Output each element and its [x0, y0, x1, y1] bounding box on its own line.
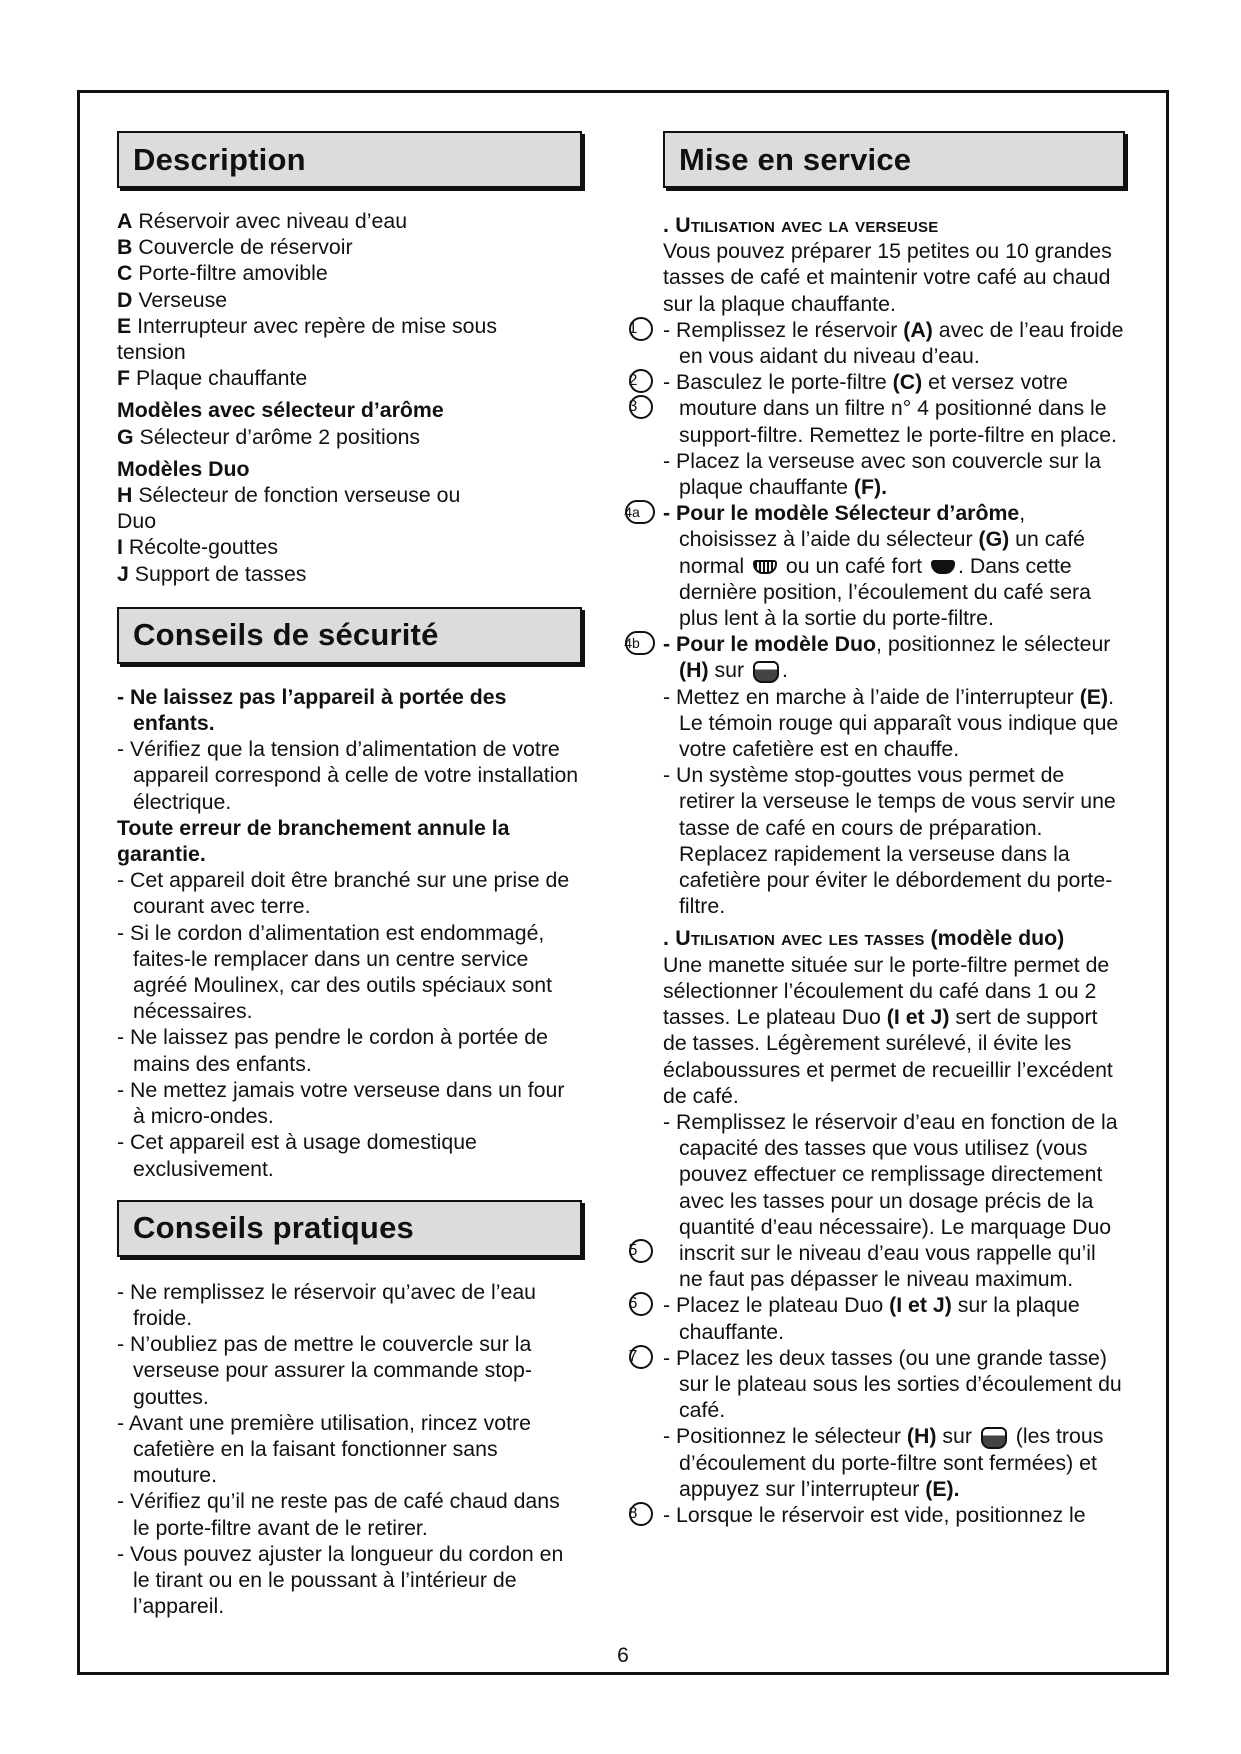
step-number-badge: 4b: [625, 631, 655, 655]
list-item: A Réservoir avec niveau d’eau: [117, 209, 408, 233]
safety-paragraph: - Ne laissez pas pendre le cordon à portée de mains des enfants.: [117, 1025, 548, 1076]
tips-paragraph: - N’oubliez pas de mettre le couvercle sur la verseuse pour assurer la commande stop-gouttes.: [117, 1332, 532, 1409]
safety-heading: Conseils de sécurité: [133, 617, 439, 653]
step-5: 5 - Remplissez le réservoir d’eau en fonction de la capacité des tasses que vous utilisez (vous pouvez effectuer ce remplissage directement avec les tasses pour un dosage précis de la quantité d’eau nécessaire). Le marquage Duo inscrit sur le niveau d’eau vous rappelle qu’il ne faut pas dépasser le niveau maximum.: [628, 1109, 1118, 1292]
list-item: F Plaque chauffante: [117, 366, 308, 391]
list-item-continued: tension: [117, 340, 186, 365]
step-number-badge: 8: [629, 1502, 653, 1526]
step-number-badge: 3: [629, 395, 653, 419]
tips-heading-box: [117, 1200, 582, 1257]
step-4a: 4a - Pour le modèle Sélecteur d’arôme, choisissez à l’aide du sélecteur (G) un café normal ou un café fort . Dans cette dernière position, l’écoulement du café sera plus lent à la sortie du porte-filtre.: [624, 501, 1091, 631]
step-2-3: 2 3 - Basculez le porte-filtre (C) et versez votre mouture dans un filtre n° 4 positionné dans le support-filtre. Remettez le porte-filtre en place.: [628, 370, 1117, 447]
list-item: H Sélecteur de fonction verseuse ou: [117, 483, 461, 508]
step-1: 1 - Remplissez le réservoir (A) avec de l’eau froide en vous aidant du niveau d’eau.: [628, 317, 1124, 369]
step-number-badge: 1: [629, 317, 653, 341]
step-number-badge: 2: [629, 369, 653, 393]
description-list: [117, 208, 582, 587]
selector-paragraph: - Positionnez le sélecteur (H) sur (les trous d’écoulement du porte-filtre sont fermées) et appuyez sur l’interrupteur (E).: [663, 1424, 1104, 1501]
safety-paragraph: - Cet appareil doit être branché sur une prise de courant avec terre.: [117, 868, 570, 919]
subsection-carafe-title: . Utilisation avec la verseuse: [663, 213, 939, 237]
tips-paragraph: - Avant une première utilisation, rincez votre cafetière en la faisant fonctionner sans mouture.: [117, 1410, 531, 1488]
stop-drip-paragraph: - Un système stop-gouttes vous permet de retirer la verseuse le temps de vous servir une tasse de café en cours de préparation. Replacez rapidement la verseuse dans la cafetière pour éviter le débordement du porte-filtre.: [663, 763, 1116, 919]
right-column: [624, 131, 1125, 1528]
safety-warning-guarantee: Toute erreur de branchement annule la garantie.: [117, 815, 510, 867]
list-item: I Récolte-gouttes: [117, 535, 279, 560]
list-item: B Couvercle de réservoir: [117, 235, 353, 260]
step-4b: 4b - Pour le modèle Duo, positionnez le sélecteur (H) sur .: [624, 632, 1111, 683]
tips-paragraph: - Vérifiez qu’il ne reste pas de café chaud dans le porte-filtre avant de le retirer.: [117, 1489, 560, 1540]
setup-section: [624, 212, 1125, 1528]
tips-heading: Conseils pratiques: [133, 1210, 414, 1246]
left-column: [117, 131, 582, 1619]
list-item: E Interrupteur avec repère de mise sous: [117, 313, 498, 338]
subheading-duo-models: Modèles Duo: [117, 456, 250, 481]
setup-heading: Mise en service: [679, 141, 912, 177]
description-heading-box: [117, 131, 582, 188]
cup-normal-icon: [753, 560, 777, 574]
list-item: D Verseuse: [117, 287, 228, 312]
safety-warning: - Ne laissez pas l’appareil à portée des enfants.: [117, 684, 507, 736]
step-number-badge: 7: [629, 1345, 653, 1369]
subheading-aroma-models: Modèles avec sélecteur d’arôme: [117, 398, 444, 423]
step-number-badge: 4a: [625, 500, 655, 524]
list-item: C Porte-filtre amovible: [117, 261, 328, 286]
description-heading: Description: [133, 141, 306, 177]
step-7: 7 - Placez les deux tasses (ou une grande tasse) sur le plateau sous les sorties d’écoulement du café.: [628, 1345, 1122, 1423]
cups-intro-paragraph: Une manette située sur le porte-filtre permet de sélectionner l’écoulement du café dans 1 ou 2 tasses. Le plateau Duo (I et J) sert de support de tasses. Légèrement surélevé, il évite les éclaboussures et permet de recueillir l’excédent de café.: [663, 952, 1113, 1108]
safety-paragraph: - Vérifiez que la tension d’alimentation de votre appareil correspond à celle de votre installation électrique.: [117, 737, 579, 814]
page-frame: [77, 90, 1169, 1675]
list-item: G Sélecteur d’arôme 2 positions: [117, 424, 421, 449]
safety-paragraph: - Si le cordon d’alimentation est endommagé, faites-le remplacer dans un centre service agréé Moulinex, car des outils spéciaux sont nécessaires.: [117, 920, 553, 1024]
list-item: J Support de tasses: [117, 561, 307, 586]
tips-paragraph: - Ne remplissez le réservoir qu’avec de l’eau froide.: [117, 1279, 537, 1330]
subsection-cups-title: . Utilisation avec les tasses (modèle duo): [663, 926, 1065, 951]
step-6: 6 - Placez le plateau Duo (I et J) sur la plaque chauffante.: [628, 1293, 1080, 1344]
carafe-paragraph: - Placez la verseuse avec son couvercle sur la plaque chauffante (F).: [663, 448, 1101, 500]
step-8: 8 - Lorsque le réservoir est vide, positionnez le: [628, 1502, 1086, 1527]
safety-heading-box: [117, 607, 582, 664]
carafe-icon: [981, 1427, 1007, 1449]
carafe-icon: [753, 661, 779, 683]
page-number: 6: [617, 1644, 629, 1667]
setup-heading-box: [663, 131, 1125, 188]
cup-strong-icon: [931, 560, 955, 574]
list-item-continued: Duo: [117, 509, 157, 534]
safety-paragraph: - Cet appareil est à usage domestique exclusivement.: [117, 1130, 477, 1181]
step-number-badge: 6: [629, 1292, 653, 1316]
intro-paragraph: Vous pouvez préparer 15 petites ou 10 grandes tasses de café et maintenir votre café au chaud sur la plaque chauffante.: [663, 239, 1112, 316]
step-number-badge: 5: [629, 1239, 653, 1263]
tips-paragraph: - Vous pouvez ajuster la longueur du cordon en le tirant ou en le poussant à l’intérieur de l’appareil.: [117, 1541, 564, 1619]
tips-section: [117, 1279, 582, 1620]
safety-section: [117, 684, 582, 1182]
safety-paragraph: - Ne mettez jamais votre verseuse dans un four à micro-ondes.: [117, 1077, 565, 1129]
switch-on-paragraph: - Mettez en marche à l’aide de l’interrupteur (E). Le témoin rouge qui apparaît vous indique que votre cafetière est en chauffe.: [663, 684, 1119, 762]
